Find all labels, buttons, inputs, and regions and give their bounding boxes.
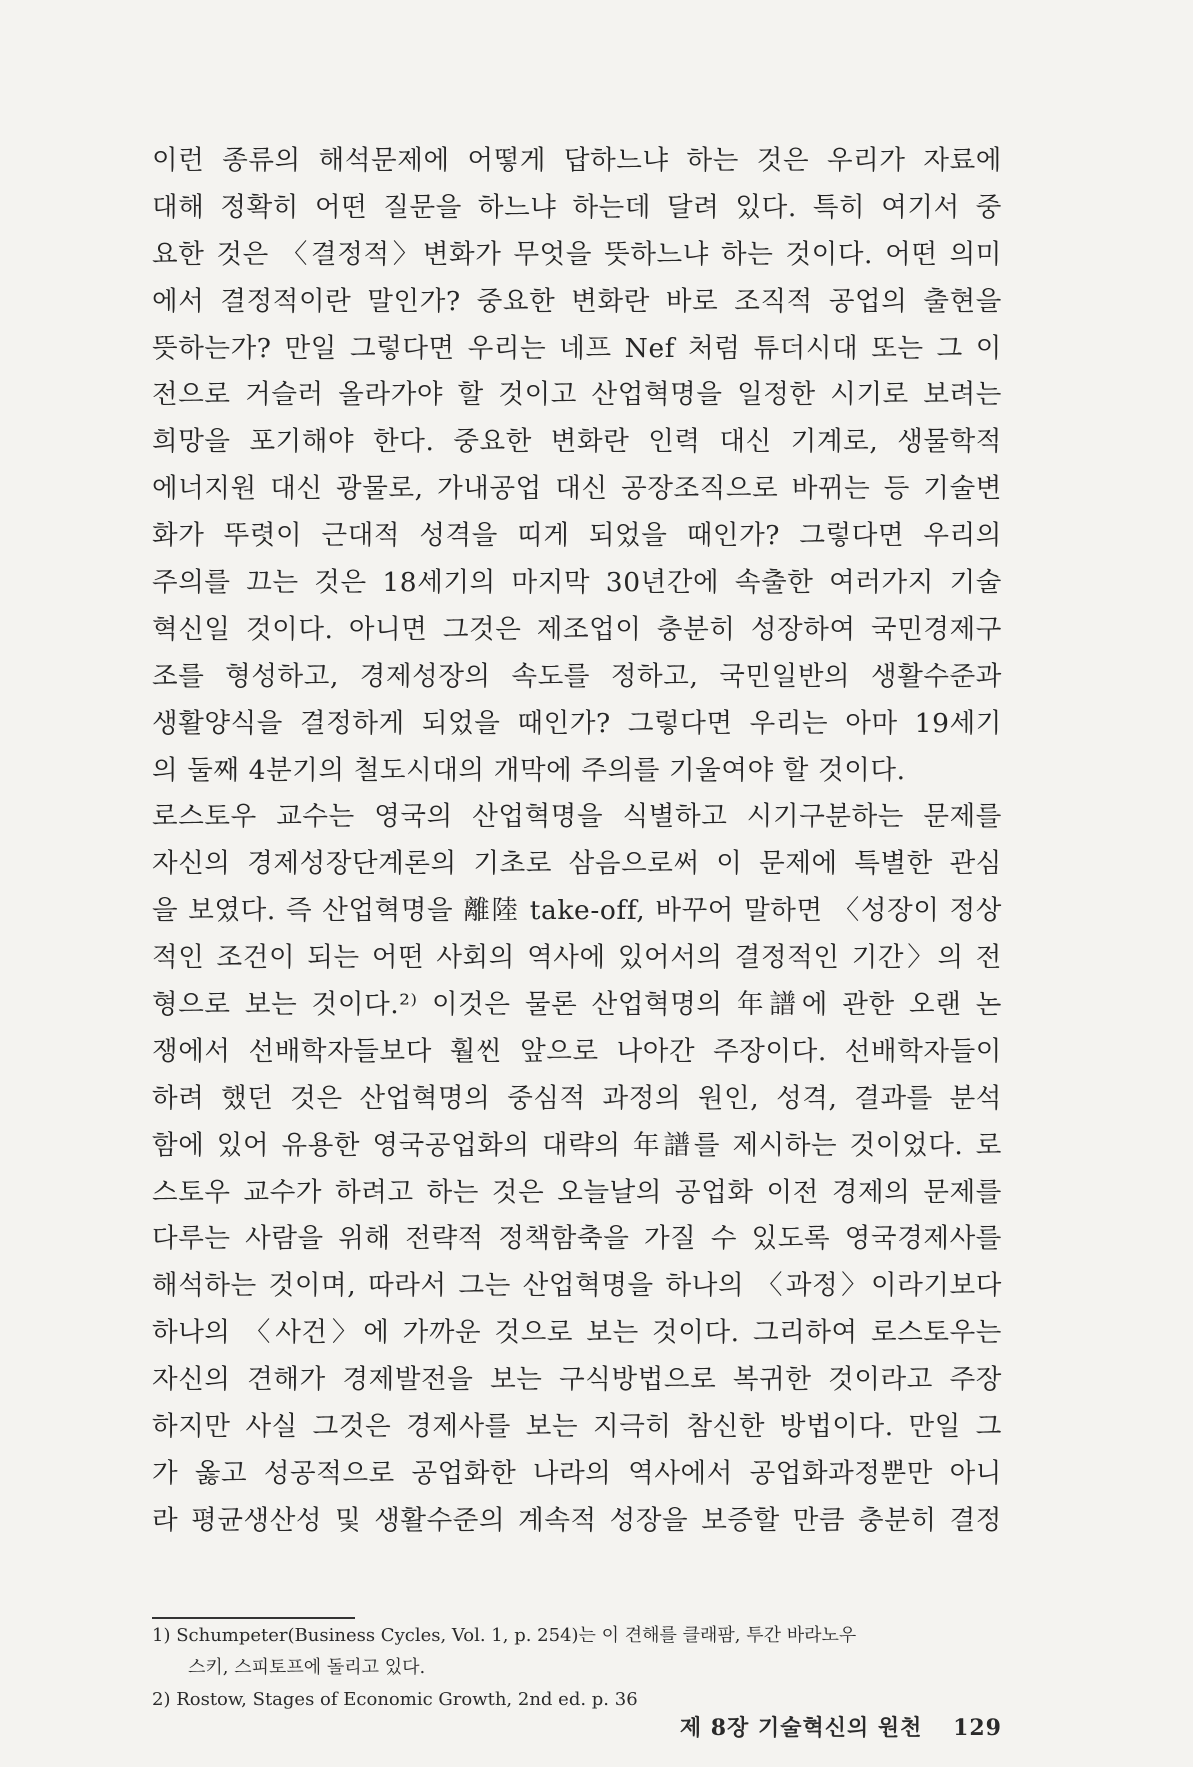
- body-line: 하려 했던 것은 산업혁명의 중심적 과정의 원인, 성격, 결과를 분석: [152, 1082, 1002, 1114]
- body-line: 적인 조건이 되는 어떤 사회의 역사에 있어서의 결정적인 기간〉의 전: [152, 942, 1002, 974]
- footnotes: [152, 1620, 1002, 1716]
- body-line: 형으로 보는 것이다.²⁾ 이것은 물론 산업혁명의 年譜에 관한 오랜 논: [152, 989, 1002, 1021]
- body-line: 해석하는 것이며, 따라서 그는 산업혁명을 하나의 〈과정〉이라기보다: [152, 1270, 1002, 1302]
- body-line: 의 둘째 4분기의 철도시대의 개막에 주의를 기울여야 할 것이다.: [152, 754, 906, 786]
- body-line: 을 보였다. 즉 산업혁명을 離陸 take-off, 바꾸어 말하면 〈성장이 정상: [152, 895, 1002, 927]
- body-line: 함에 있어 유용한 영국공업화의 대략의 年譜를 제시하는 것이었다. 로: [152, 1129, 1002, 1161]
- body-line: 대해 정확히 어떤 질문을 하느냐 하는데 달려 있다. 특히 여기서 중: [152, 191, 1002, 223]
- footnote-divider: [152, 1617, 355, 1619]
- body-line: 요한 것은 〈결정적〉변화가 무엇을 뜻하느냐 하는 것이다. 어떤 의미: [152, 238, 1002, 270]
- body-text: [152, 138, 1002, 1545]
- body-line: 로스토우 교수는 영국의 산업혁명을 식별하고 시기구분하는 문제를: [152, 801, 1002, 833]
- page-number: 129: [953, 1715, 1002, 1741]
- body-line: 가 옳고 성공적으로 공업화한 나라의 역사에서 공업화과정뿐만 아니: [152, 1457, 1002, 1489]
- footnote-1: 1) Schumpeter(Business Cycles, Vol. 1, p. 254)는 이 견해를 클래팜, 투간 바라노우: [152, 1625, 857, 1646]
- body-line: 라 평균생산성 및 생활수준의 계속적 성장을 보증할 만큼 충분히 결정: [152, 1504, 1002, 1536]
- body-line: 자신의 경제성장단계론의 기초로 삼음으로써 이 문제에 특별한 관심: [152, 848, 1002, 880]
- chapter-title: 제 8장 기술혁신의 원천: [679, 1715, 923, 1741]
- footnote-1-continued: 스키, 스피토프에 돌리고 있다.: [188, 1657, 426, 1678]
- body-line: 하지만 사실 그것은 경제사를 보는 지극히 참신한 방법이다. 만일 그: [152, 1411, 1002, 1443]
- body-line: 생활양식을 결정하게 되었을 때인가? 그렇다면 우리는 아마 19세기: [152, 707, 1002, 739]
- body-line: 화가 뚜렷이 근대적 성격을 띠게 되었을 때인가? 그렇다면 우리의: [152, 520, 1002, 552]
- body-line: 희망을 포기해야 한다. 중요한 변화란 인력 대신 기계로, 생물학적: [152, 426, 1002, 458]
- footnote-2: 2) Rostow, Stages of Economic Growth, 2nd ed. p. 36: [152, 1689, 638, 1710]
- body-line: 에너지원 대신 광물로, 가내공업 대신 공장조직으로 바뀌는 등 기술변: [152, 473, 1002, 505]
- body-line: 다루는 사람을 위해 전략적 정책함축을 가질 수 있도록 영국경제사를: [152, 1223, 1002, 1255]
- body-line: 하나의 〈사건〉에 가까운 것으로 보는 것이다. 그리하여 로스토우는: [152, 1317, 1002, 1349]
- body-line: 조를 형성하고, 경제성장의 속도를 정하고, 국민일반의 생활수준과: [152, 660, 1002, 692]
- body-line: 에서 결정적이란 말인가? 중요한 변화란 바로 조직적 공업의 출현을: [152, 285, 1002, 317]
- body-line: 스토우 교수가 하려고 하는 것은 오늘날의 공업화 이전 경제의 문제를: [152, 1176, 1002, 1208]
- body-line: 혁신일 것이다. 아니면 그것은 제조업이 충분히 성장하여 국민경제구: [152, 613, 1002, 645]
- running-footer: [680, 1711, 1002, 1742]
- body-line: 쟁에서 선배학자들보다 훨씬 앞으로 나아간 주장이다. 선배학자들이: [152, 1035, 1002, 1067]
- body-line: 뜻하는가? 만일 그렇다면 우리는 네프 Nef 처럼 튜더시대 또는 그 이: [152, 332, 1002, 364]
- body-line: 전으로 거슬러 올라가야 할 것이고 산업혁명을 일정한 시기로 보려는: [152, 379, 1002, 411]
- body-line: 자신의 견해가 경제발전을 보는 구식방법으로 복귀한 것이라고 주장: [152, 1364, 1002, 1396]
- body-line: 주의를 끄는 것은 18세기의 마지막 30년간에 속출한 여러가지 기술: [152, 567, 1002, 599]
- body-line: 이런 종류의 해석문제에 어떻게 답하느냐 하는 것은 우리가 자료에: [152, 145, 1002, 176]
